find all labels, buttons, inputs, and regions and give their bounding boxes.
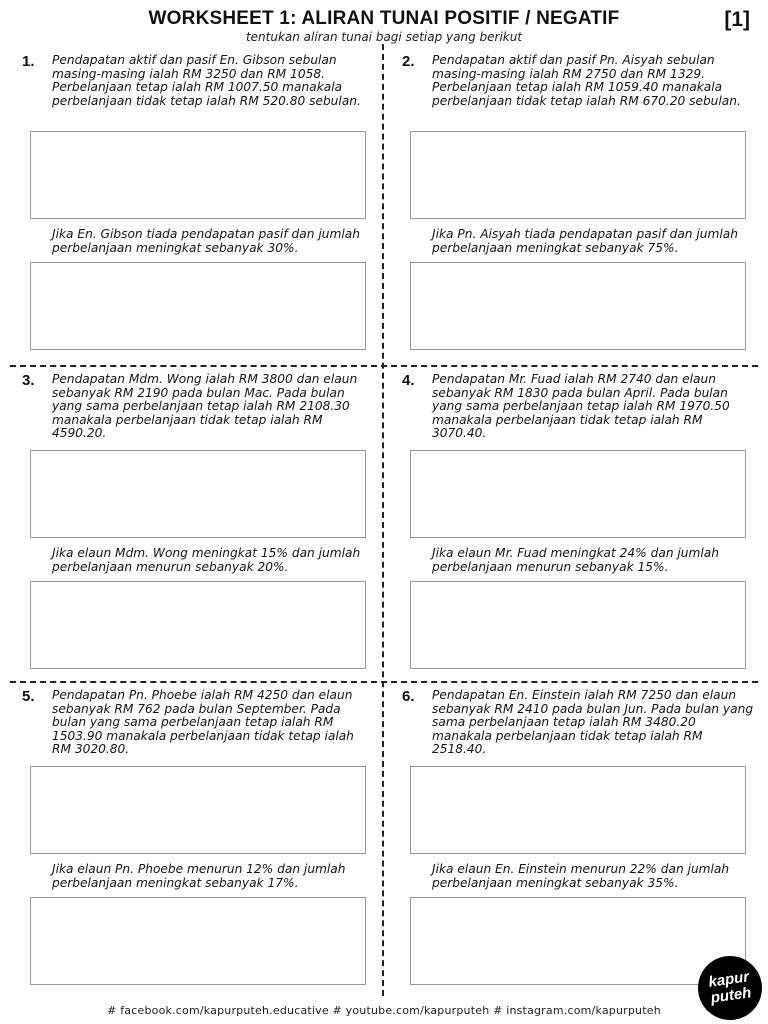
- question-text: Pendapatan aktif dan pasif En. Gibson sebulan masing-masing ialah RM 3250 dan RM 1058. Perbelanjaan tetap ialah RM 1007.50 manakala perbelanjaan tidak tetap ialah RM 520.80 sebulan.: [52, 53, 361, 108]
- answer-box-followup[interactable]: [30, 897, 366, 985]
- question-followup: Jika elaun Mdm. Wong meningkat 15% dan jumlah perbelanjaan menurun sebanyak 20%.: [52, 546, 361, 574]
- answer-box[interactable]: [410, 450, 746, 538]
- footer-social-links[interactable]: # facebook.com/kapurputeh.educative # youtube.com/kapurputeh # instagram.com/kapurputeh: [107, 1004, 661, 1017]
- question-number: 4.: [402, 372, 415, 389]
- answer-box[interactable]: [410, 131, 746, 219]
- question-number: 2.: [402, 53, 415, 70]
- question-number: 3.: [22, 372, 35, 389]
- answer-box-followup[interactable]: [30, 262, 366, 350]
- question-followup: Jika Pn. Aisyah tiada pendapatan pasif dan jumlah perbelanjaan meningkat sebanyak 75%.: [432, 227, 738, 255]
- answer-box[interactable]: [30, 450, 366, 538]
- question-number: 6.: [402, 688, 415, 705]
- question-text: Pendapatan Mdm. Wong ialah RM 3800 dan elaun sebanyak RM 2190 pada bulan Mac. Pada bulan yang sama perbelanjaan tetap ialah RM 2108.30 manakala perbelanjaan tidak tetap ialah RM 4590.20.: [52, 372, 358, 441]
- answer-box-followup[interactable]: [410, 897, 746, 985]
- question-followup: Jika elaun En. Einstein menurun 22% dan jumlah perbelanjaan meningkat sebanyak 35%.: [432, 862, 730, 890]
- answer-box-followup[interactable]: [410, 581, 746, 669]
- question-followup: Jika En. Gibson tiada pendapatan pasif dan jumlah perbelanjaan meningkat sebanyak 30%.: [52, 227, 360, 255]
- question-text: Pendapatan aktif dan pasif Pn. Aisyah sebulan masing-masing ialah RM 2750 dan RM 1329. Perbelanjaan tetap ialah RM 1059.40 manakala perbelanjaan tidak tetap ialah RM 670.20 sebulan.: [432, 53, 741, 108]
- question-text: Pendapatan Pn. Phoebe ialah RM 4250 dan elaun sebanyak RM 762 pada bulan September. Pada bulan yang sama perbelanjaan tetap ialah RM 1503.90 manakala perbelanjaan tidak tetap ialah RM 3020.80.: [52, 688, 354, 757]
- question-text: Pendapatan En. Einstein ialah RM 7250 dan elaun sebanyak RM 2410 pada bulan Jun. Pada bulan yang sama perbelanjaan tetap ialah RM 3480.20 manakala perbelanjaan tidak tetap ialah RM 2518.40.: [432, 688, 754, 757]
- vertical-divider: [382, 44, 384, 996]
- question-number: 5.: [22, 688, 35, 705]
- logo-line-1: kapur: [707, 968, 751, 991]
- question-number: 1.: [22, 53, 35, 70]
- answer-box-followup[interactable]: [30, 581, 366, 669]
- worksheet-title: WORKSHEET 1: ALIRAN TUNAI POSITIF / NEGATIF: [148, 8, 620, 29]
- horizontal-divider-1: [10, 365, 758, 367]
- worksheet-subtitle: tentukan aliran tunai bagi setiap yang berikut: [245, 30, 523, 44]
- horizontal-divider-2: [10, 681, 758, 683]
- question-followup: Jika elaun Mr. Fuad meningkat 24% dan jumlah perbelanjaan menurun sebanyak 15%.: [432, 546, 719, 574]
- answer-box[interactable]: [410, 766, 746, 854]
- question-text: Pendapatan Mr. Fuad ialah RM 2740 dan elaun sebanyak RM 1830 pada bulan April. Pada bulan yang sama perbelanjaan tetap ialah RM 1970.50 manakala perbelanjaan tidak tetap ialah RM 3070.40.: [432, 372, 730, 441]
- answer-box-followup[interactable]: [410, 262, 746, 350]
- logo-line-2: puteh: [709, 984, 753, 1007]
- question-followup: Jika elaun Pn. Phoebe menurun 12% dan jumlah perbelanjaan meningkat sebanyak 17%.: [52, 862, 346, 890]
- answer-box[interactable]: [30, 131, 366, 219]
- page-number: [1]: [724, 8, 750, 31]
- answer-box[interactable]: [30, 766, 366, 854]
